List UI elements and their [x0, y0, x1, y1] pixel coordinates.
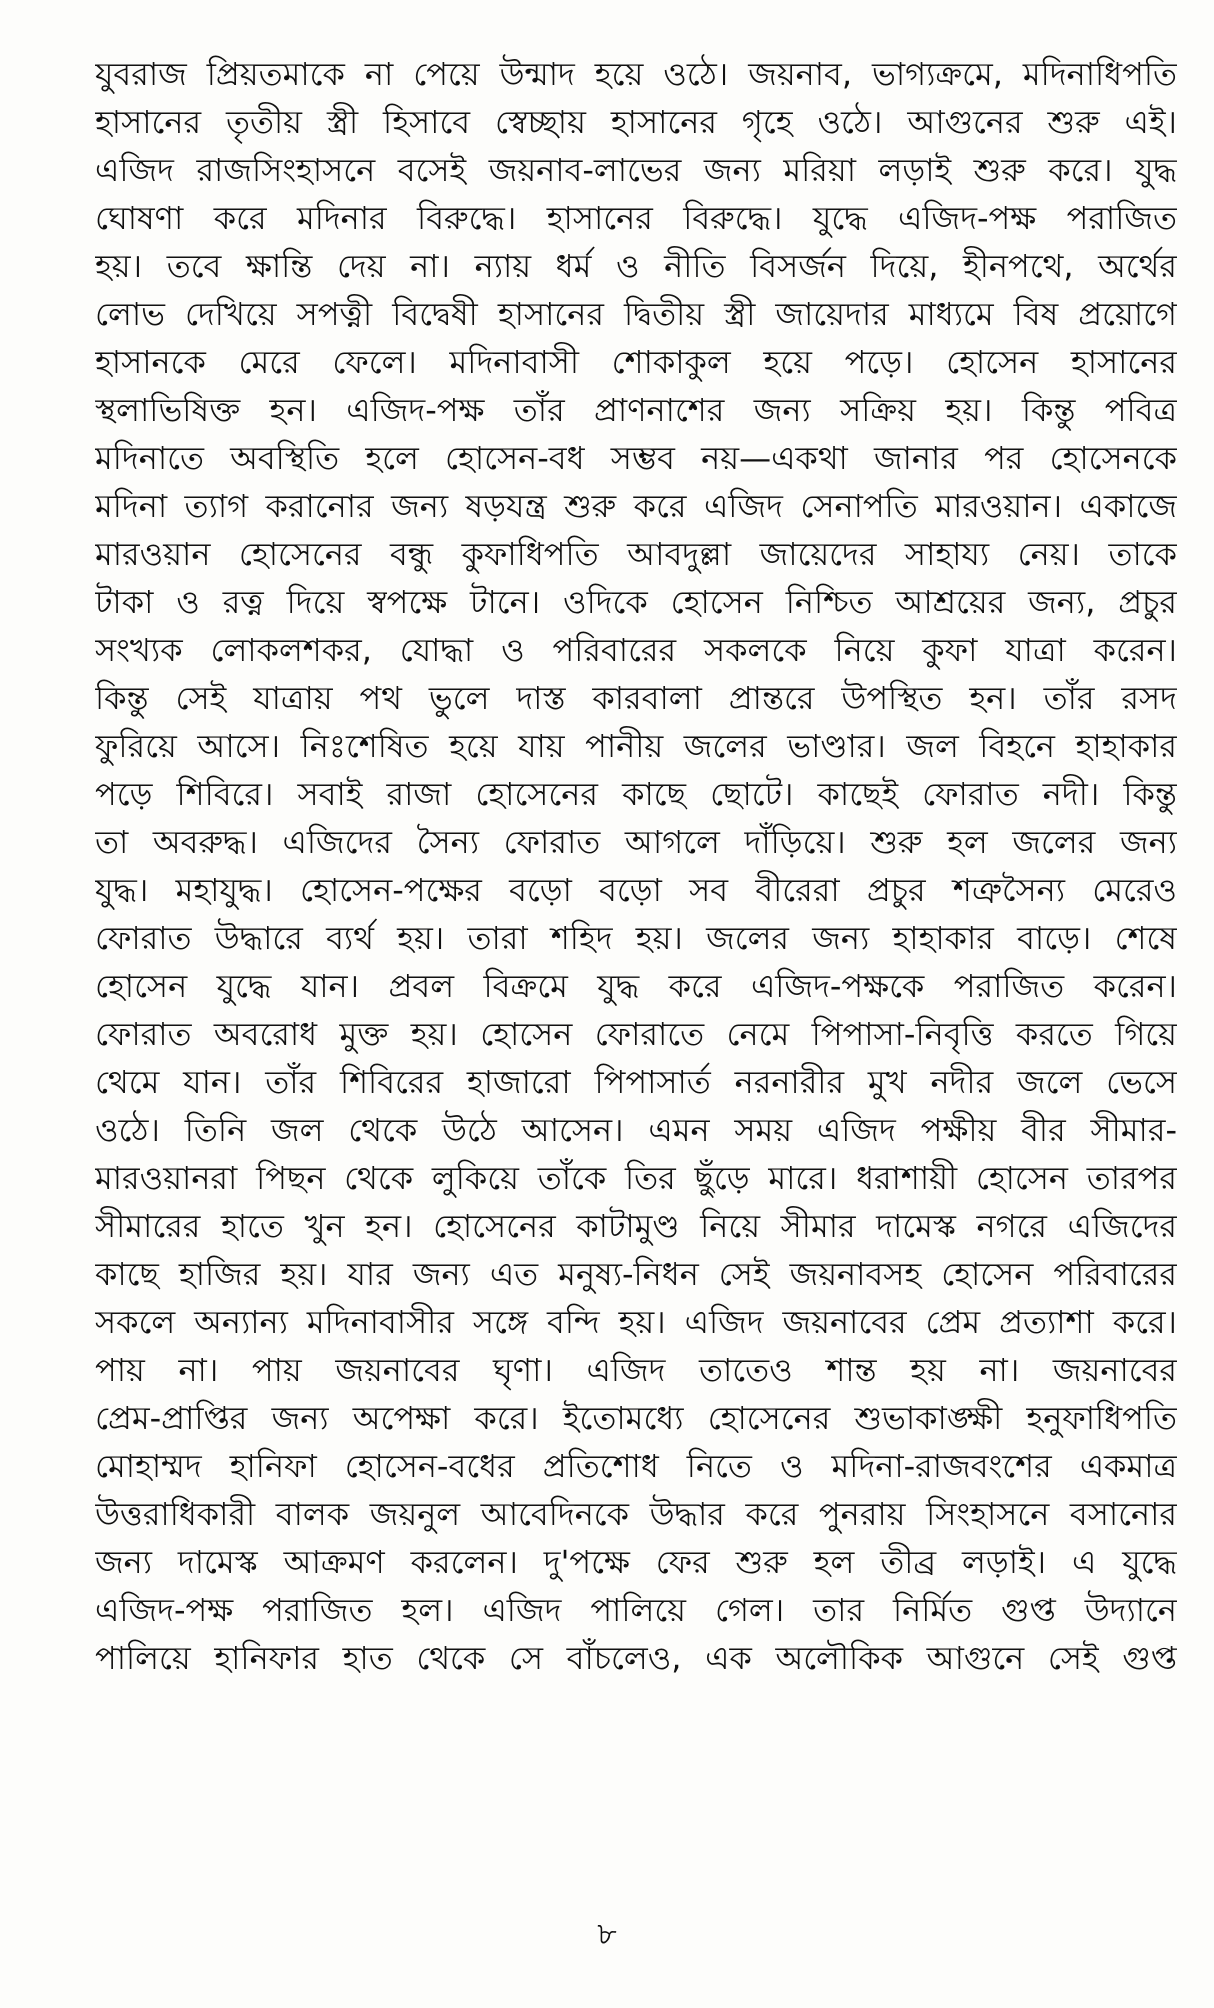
text-line: মদিনাতে অবস্থিতি হলে হোসেন-বধ সম্ভব নয়—একথা জানার পর হোসেনকে [95, 439, 1177, 477]
text-line: পালিয়ে হানিফার হাত থেকে সে বাঁচলেও, এক অলৌকিক আগুনে সেই গুপ্ত [95, 1639, 1177, 1677]
text-line: ফুরিয়ে আসে। নিঃশেষিত হয়ে যায় পানীয় জলের ভাণ্ডার। জল বিহনে হাহাকার [95, 727, 1177, 765]
text-line: হয়। তবে ক্ষান্তি দেয় না। ন্যায় ধর্ম ও নীতি বিসর্জন দিয়ে, হীনপথে, অর্থের [95, 247, 1177, 285]
text-line: হাসানের তৃতীয় স্ত্রী হিসাবে স্বেচ্ছায় হাসানের গৃহে ওঠে। আগুনের শুরু এই। [95, 103, 1177, 141]
text-line: মোহাম্মদ হানিফা হোসেন-বধের প্রতিশোধ নিতে ও মদিনা-রাজবংশের একমাত্র [95, 1447, 1177, 1485]
text-line: লোভ দেখিয়ে সপত্নী বিদ্বেষী হাসানের দ্বিতীয় স্ত্রী জায়েদার মাধ্যমে বিষ প্রয়োগে [95, 295, 1177, 333]
text-line: সকলে অন্যান্য মদিনাবাসীর সঙ্গে বন্দি হয়। এজিদ জয়নাবের প্রেম প্রত্যাশা করে। [95, 1303, 1177, 1341]
text-line: উত্তরাধিকারী বালক জয়নুল আবেদিনকে উদ্ধার করে পুনরায় সিংহাসনে বসানোর [95, 1495, 1177, 1533]
text-line: ফোরাত উদ্ধারে ব্যর্থ হয়। তারা শহিদ হয়। জলের জন্য হাহাকার বাড়ে। শেষে [95, 919, 1177, 957]
text-line: পায় না। পায় জয়নাবের ঘৃণা। এজিদ তাতেও শান্ত হয় না। জয়নাবের [95, 1351, 1177, 1389]
text-line: থেমে যান। তাঁর শিবিরের হাজারো পিপাসার্ত নরনারীর মুখ নদীর জলে ভেসে [95, 1063, 1177, 1101]
text-line: যুবরাজ প্রিয়তমাকে না পেয়ে উন্মাদ হয়ে ওঠে। জয়নাব, ভাগ্যক্রমে, মদিনাধিপতি [95, 55, 1177, 93]
text-line: ঘোষণা করে মদিনার বিরুদ্ধে। হাসানের বিরুদ্ধে। যুদ্ধে এজিদ-পক্ষ পরাজিত [95, 199, 1177, 237]
text-line: কিন্তু সেই যাত্রায় পথ ভুলে দাস্ত কারবালা প্রান্তরে উপস্থিত হন। তাঁর রসদ [95, 679, 1177, 717]
text-line: ওঠে। তিনি জল থেকে উঠে আসেন। এমন সময় এজিদ পক্ষীয় বীর সীমার- [95, 1111, 1177, 1149]
text-line: এজিদ-পক্ষ পরাজিত হল। এজিদ পালিয়ে গেল। তার নির্মিত গুপ্ত উদ্যানে [95, 1591, 1177, 1629]
text-line: এজিদ রাজসিংহাসনে বসেই জয়নাব-লাভের জন্য মরিয়া লড়াই শুরু করে। যুদ্ধ [95, 151, 1177, 189]
page-number: ৮ [597, 1917, 617, 1952]
text-line: হোসেন যুদ্ধে যান। প্রবল বিক্রমে যুদ্ধ করে এজিদ-পক্ষকে পরাজিত করেন। [95, 967, 1177, 1005]
text-line: মারওয়ানরা পিছন থেকে লুকিয়ে তাঁকে তির ছুঁড়ে মারে। ধরাশায়ী হোসেন তারপর [95, 1159, 1177, 1197]
text-line: ফোরাত অবরোধ মুক্ত হয়। হোসেন ফোরাতে নেমে পিপাসা-নিবৃত্তি করতে গিয়ে [95, 1015, 1177, 1053]
text-line: মদিনা ত্যাগ করানোর জন্য ষড়যন্ত্র শুরু করে এজিদ সেনাপতি মারওয়ান। একাজে [95, 487, 1177, 525]
text-line: কাছে হাজির হয়। যার জন্য এত মনুষ্য-নিধন সেই জয়নাবসহ হোসেন পরিবারের [95, 1255, 1177, 1293]
text-line: মারওয়ান হোসেনের বন্ধু কুফাধিপতি আবদুল্লা জায়েদের সাহায্য নেয়। তাকে [95, 535, 1177, 573]
text-line: স্থলাভিষিক্ত হন। এজিদ-পক্ষ তাঁর প্রাণনাশের জন্য সক্রিয় হয়। কিন্তু পবিত্র [95, 391, 1177, 429]
text-line: তা অবরুদ্ধ। এজিদের সৈন্য ফোরাত আগলে দাঁড়িয়ে। শুরু হল জলের জন্য [95, 823, 1177, 861]
text-line: সীমারের হাতে খুন হন। হোসেনের কাটামুণ্ড নিয়ে সীমার দামেস্ক নগরে এজিদের [95, 1207, 1177, 1245]
body-text [95, 50, 1177, 1682]
text-line: যুদ্ধ। মহাযুদ্ধ। হোসেন-পক্ষের বড়ো বড়ো সব বীরেরা প্রচুর শত্রুসৈন্য মেরেও [95, 871, 1177, 909]
text-line: প্রেম-প্রাপ্তির জন্য অপেক্ষা করে। ইতোমধ্যে হোসেনের শুভাকাঙ্ক্ষী হনুফাধিপতি [95, 1399, 1177, 1437]
text-line: পড়ে শিবিরে। সবাই রাজা হোসেনের কাছে ছোটে। কাছেই ফোরাত নদী। কিন্তু [95, 775, 1177, 813]
text-line: টাকা ও রত্ন দিয়ে স্বপক্ষে টানে। ওদিকে হোসেন নিশ্চিত আশ্রয়ের জন্য, প্রচুর [95, 583, 1177, 621]
text-line: জন্য দামেস্ক আক্রমণ করলেন। দু'পক্ষে ফের শুরু হল তীব্র লড়াই। এ যুদ্ধে [95, 1543, 1177, 1581]
text-line: সংখ্যক লোকলশকর, যোদ্ধা ও পরিবারের সকলকে নিয়ে কুফা যাত্রা করেন। [95, 631, 1177, 669]
text-line: হাসানকে মেরে ফেলে। মদিনাবাসী শোকাকুল হয়ে পড়ে। হোসেন হাসানের [95, 343, 1177, 381]
